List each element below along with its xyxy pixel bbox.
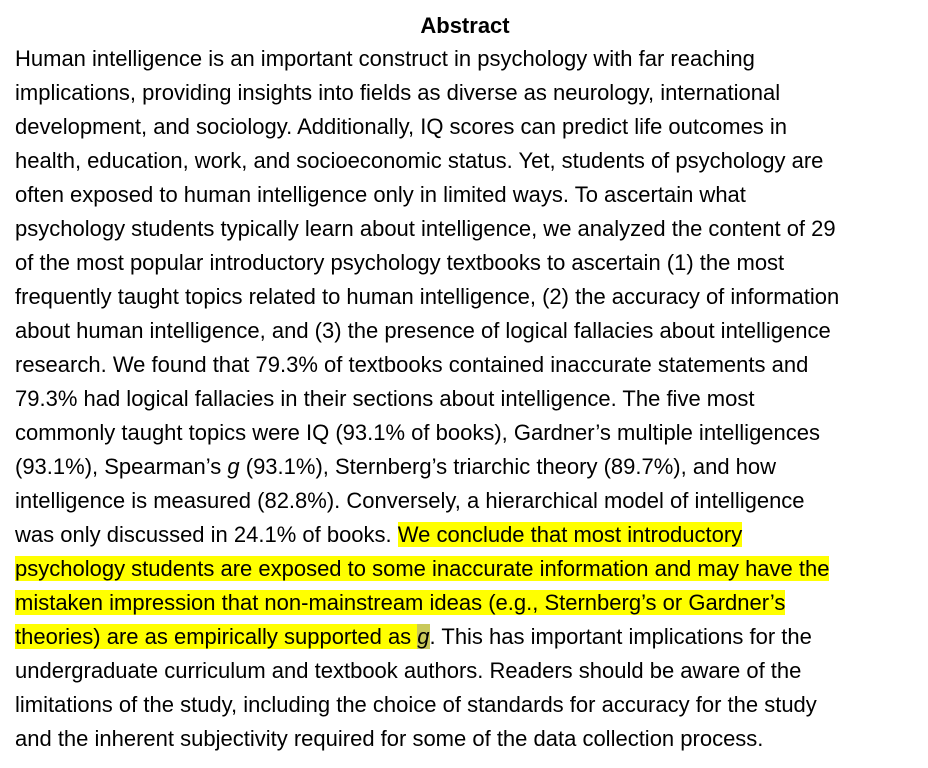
highlighted-text: We conclude that most introductory bbox=[397, 522, 743, 547]
body-line: implications, providing insights into fields as diverse as neurology, international bbox=[15, 80, 781, 105]
highlighted-text: mistaken impression that non-mainstream ideas (e.g., Sternberg’s or Gardner’s bbox=[15, 590, 786, 615]
body-line: and the inherent subjectivity required for some of the data collection process. bbox=[15, 726, 764, 751]
body-line bbox=[15, 518, 915, 552]
body-text: (93.1%), Spearman’s bbox=[15, 454, 228, 479]
body-line: 79.3% had logical fallacies in their sections about intelligence. The five most bbox=[15, 386, 755, 411]
abstract-title: Abstract bbox=[420, 13, 510, 38]
abstract-document bbox=[15, 10, 915, 756]
highlighted-text: psychology students are exposed to some inaccurate information and may have the bbox=[15, 556, 830, 581]
body-line: commonly taught topics were IQ (93.1% of books), Gardner’s multiple intelligences bbox=[15, 420, 821, 445]
body-line: often exposed to human intelligence only in limited ways. To ascertain what bbox=[15, 182, 746, 207]
body-line bbox=[15, 586, 915, 620]
body-line: development, and sociology. Additionally, IQ scores can predict life outcomes in bbox=[15, 114, 788, 139]
body-line: undergraduate curriculum and textbook authors. Readers should be aware of the bbox=[15, 658, 802, 683]
body-line: frequently taught topics related to human intelligence, (2) the accuracy of information bbox=[15, 284, 840, 309]
body-line: Human intelligence is an important construct in psychology with far reaching bbox=[15, 46, 755, 71]
body-line bbox=[15, 450, 915, 484]
highlighted-text: theories) are as empirically supported as bbox=[15, 624, 418, 649]
body-text: (93.1%), Sternberg’s triarchic theory (89.7%), and how bbox=[239, 454, 777, 479]
body-line: research. We found that 79.3% of textbooks contained inaccurate statements and bbox=[15, 352, 809, 377]
body-line bbox=[15, 552, 915, 586]
body-line: psychology students typically learn about intelligence, we analyzed the content of 29 bbox=[15, 216, 836, 241]
body-line bbox=[15, 620, 915, 654]
body-line: limitations of the study, including the choice of standards for accuracy for the study bbox=[15, 692, 817, 717]
abstract-body bbox=[15, 42, 915, 756]
body-line: about human intelligence, and (3) the presence of logical fallacies about intelligence bbox=[15, 318, 831, 343]
body-line: intelligence is measured (82.8%). Conversely, a hierarchical model of intelligence bbox=[15, 488, 805, 513]
body-text: was only discussed in 24.1% of books. bbox=[15, 522, 398, 547]
body-text: . This has important implications for the bbox=[429, 624, 812, 649]
body-line: of the most popular introductory psychology textbooks to ascertain (1) the most bbox=[15, 250, 785, 275]
selected-highlight-g[interactable]: g bbox=[417, 624, 430, 649]
italic-g: g bbox=[227, 454, 240, 479]
body-line: health, education, work, and socioeconomic status. Yet, students of psychology are bbox=[15, 148, 824, 173]
